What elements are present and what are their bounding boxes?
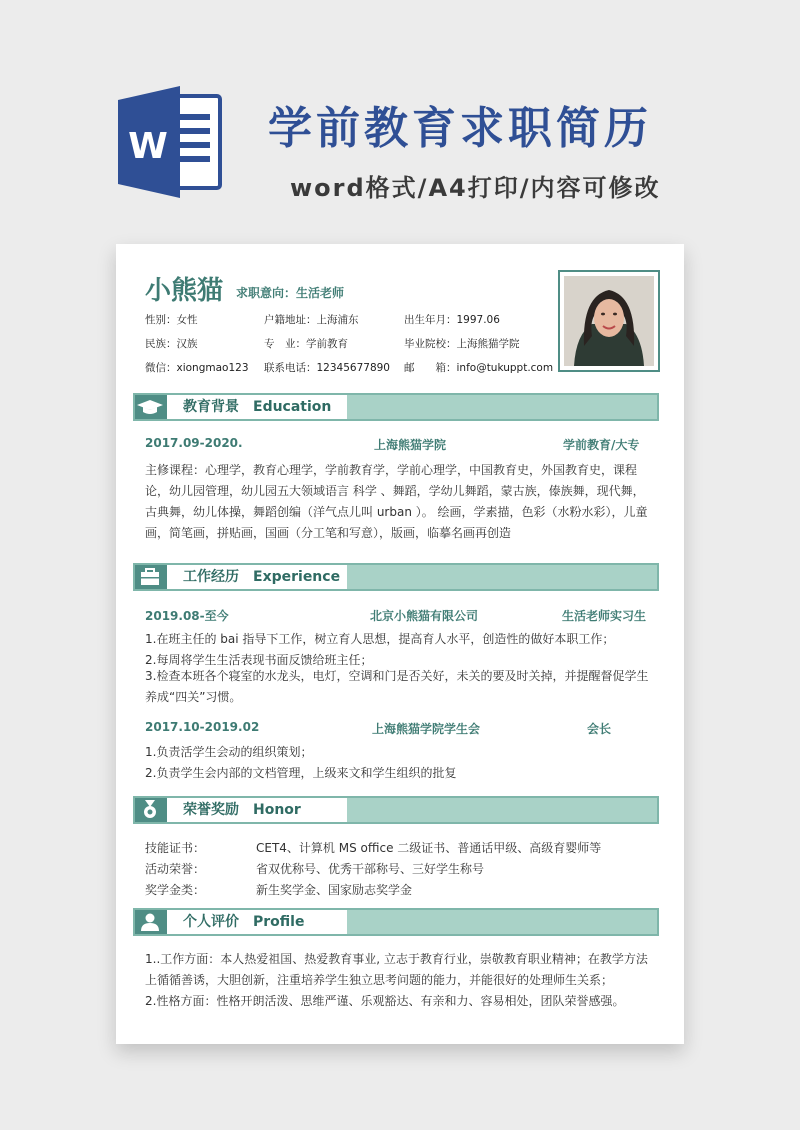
section-header-profile [133,908,659,936]
job2-item: 2.负责学生会内部的文档管理，上级来文和学生组织的批复 [145,766,457,780]
section-title: 工作经历 Experience [171,563,347,591]
job2-period: 2017.10-2019.02 [145,720,260,734]
job1-org: 北京小熊猫有限公司 [370,609,479,623]
word-doc-icon [118,86,226,198]
section-bar [347,796,659,824]
section-bar [347,393,659,421]
info-ethnicity: 民族：汉族 [145,338,198,350]
page-subtitle: word格式/A4打印/内容可修改 [290,174,661,202]
honor-label: 奖学金类： [145,883,206,897]
edu-period: 2017.09-2020. [145,436,243,450]
honor-label: 活动荣誉： [145,862,206,876]
briefcase-icon [133,563,167,591]
info-phone: 联系电话：12345677890 [264,362,390,374]
profile-photo-frame [558,270,660,372]
info-wechat: 微信：xiongmao123 [145,362,249,374]
page-title: 学前教育求职简历 [268,103,652,154]
honor-label: 技能证书： [145,841,206,855]
edu-degree: 学前教育/大专 [563,438,640,452]
section-header-work [133,563,659,591]
section-bar [347,908,659,936]
profile-personality: 2.性格方面：性格开朗活泼、思维严谨、乐观豁达、有亲和力、容易相处，团队荣誉感强。 [145,994,625,1008]
job1-period: 2019.08-至今 [145,609,229,623]
edu-school: 上海熊猫学院 [374,438,447,452]
info-gender: 性别：女性 [145,314,198,326]
section-bar [347,563,659,591]
honor-value: 省双优称号、优秀干部称号、三好学生称号 [256,862,485,876]
job1-item: 1.在班主任的 bai 指导下工作，树立育人思想，提高育人水平，创造性的做好本职工作； [145,632,615,646]
honor-value: CET4、计算机 MS office 二级证书、普通话甲级、高级育婴师等 [256,841,602,855]
section-title: 个人评价 Profile [171,908,347,936]
profile-photo [564,276,654,366]
info-birth: 出生年月：1997.06 [404,314,500,326]
info-hometown: 户籍地址：上海浦东 [264,314,359,326]
person-icon [133,908,167,936]
job1-item: 2.每周将学生生活表现书面反馈给班主任； [145,653,373,667]
job2-item: 1.负责活学生会动的组织策划； [145,745,313,759]
edu-courses: 主修课程：心理学，教育心理学，学前教育学，学前心理学，中国教育史，外国教育史，课程论，幼儿园管理，幼儿园五大领域语言 科学 、舞蹈，学幼儿舞蹈，蒙古族，傣族舞，现代舞，古典舞，幼儿体操，舞蹈创编（洋气点儿叫 urban ）。 绘画，学素描，色彩（水粉水彩），儿童画，简笔画，拼贴画，国画（分工笔和写意），版画，临摹名画再创造 [145,463,648,540]
job1-item: 3.检查本班各个寝室的水龙头，电灯，空调和门是否关好，未关的要及时关掉，并提醒督促学生养成“四关”习惯。 [145,669,649,704]
job2-role: 会长 [587,722,612,736]
section-header-honor [133,796,659,824]
honor-value: 新生奖学金、国家励志奖学金 [256,883,413,897]
svg-text:W: W [128,126,168,167]
portrait-image [564,276,654,366]
job-intent: 求职意向：生活老师 [236,286,345,300]
info-email: 邮 箱：info@tukuppt.com [404,362,554,374]
graduation-cap-icon [133,393,167,421]
medal-icon [133,796,167,824]
section-header-education [133,393,659,421]
resume-paper [116,244,684,1044]
section-title: 教育背景 Education [171,393,347,421]
banner [0,0,800,240]
job1-role: 生活老师实习生 [562,609,647,623]
job2-org: 上海熊猫学院学生会 [372,722,481,736]
info-school: 毕业院校：上海熊猫学院 [404,338,520,350]
candidate-name: 小熊猫 [145,276,224,306]
info-major: 专 业：学前教育 [264,338,348,350]
section-title: 荣誉奖励 Honor [171,796,347,824]
profile-work: 1..工作方面：本人热爱祖国、热爱教育事业, 立志于教育行业，崇敬教育职业精神；在教学方法上循循善诱，大胆创新，注重培养学生独立思考问题的能力，并能很好的处理师生关系； [145,952,648,987]
